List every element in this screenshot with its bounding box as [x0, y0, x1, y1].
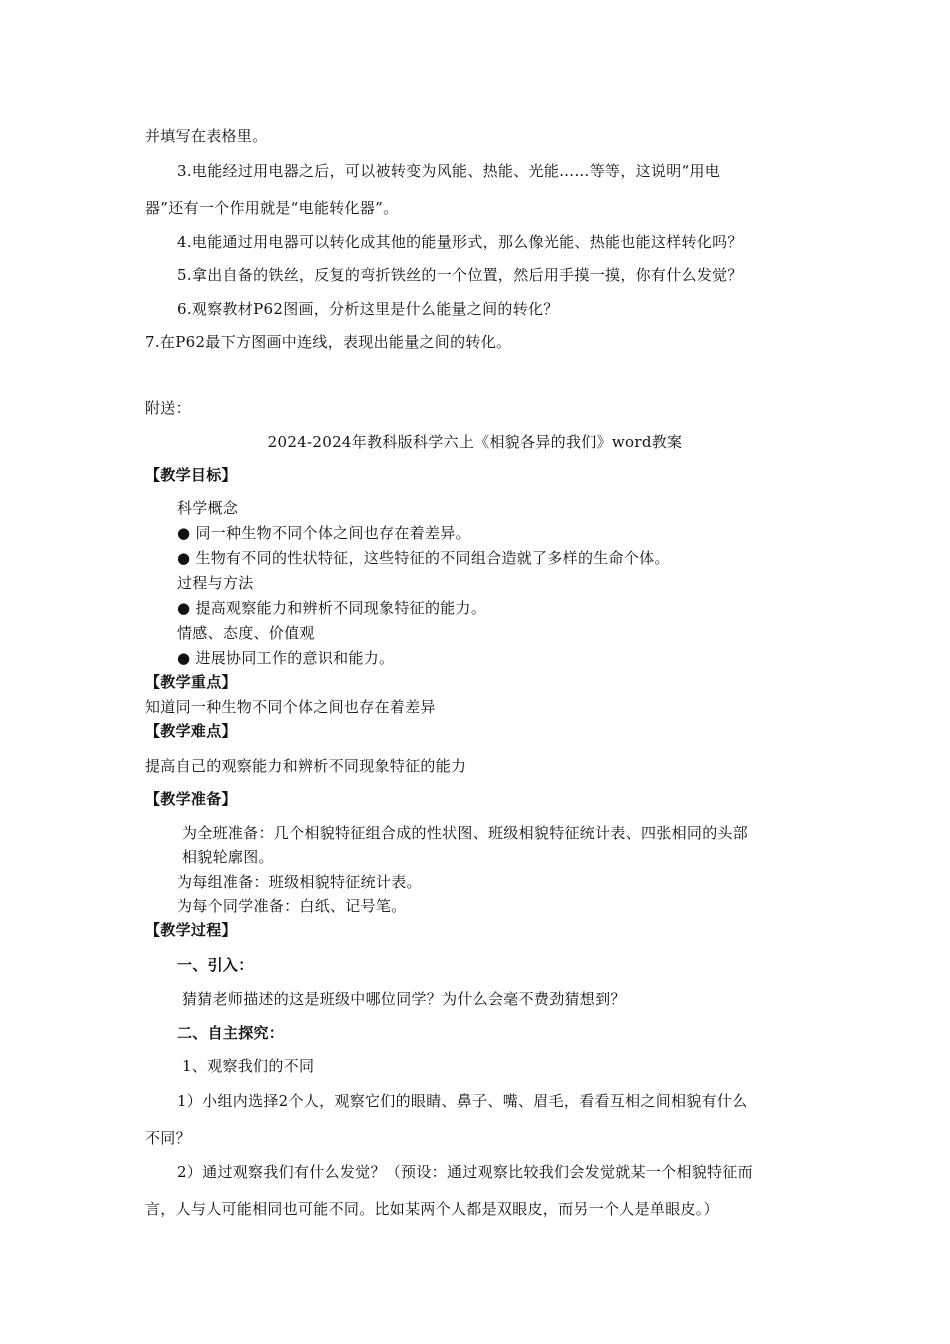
- goals-heading: 【教学目标】: [145, 466, 237, 484]
- item-3-line-1: 3.电能经过用电器之后，可以被转变为风能、热能、光能……等等，这说明“用电: [177, 162, 721, 180]
- process-heading: 【教学过程】: [145, 921, 237, 939]
- concept-bullet-1: ● 同一种生物不同个体之间也存在着差异。: [177, 524, 471, 542]
- prep-line-1: 为全班准备：几个相貌特征组合成的性状图、班级相貌特征统计表、四张相同的头部: [182, 824, 749, 842]
- intro-text: 猜猜老师描述的这是班级中哪位同学？为什么会毫不费劲猜想到？: [182, 990, 626, 1008]
- key-point-heading: 【教学重点】: [145, 673, 237, 691]
- question-1-line-2: 不同？: [145, 1129, 191, 1147]
- item-3-line-2: 器”还有一个作用就是“电能转化器”。: [145, 199, 399, 217]
- process-label: 过程与方法: [177, 574, 254, 592]
- intro-heading: 一、引入：: [177, 956, 254, 974]
- concept-label: 科学概念: [177, 499, 239, 517]
- item-6: 6.观察教材P62图画，分析这里是什么能量之间的转化？: [177, 300, 559, 318]
- prep-heading: 【教学准备】: [145, 790, 237, 808]
- key-point-text: 知道同一种生物不同个体之间也存在着差异: [145, 698, 436, 716]
- attitude-bullet-1: ● 进展协同工作的意识和能力。: [177, 649, 395, 667]
- item-4: 4.电能通过用电器可以转化成其他的能量形式，那么像光能、热能也能这样转化吗？: [177, 233, 743, 251]
- prep-line-2: 相貌轮廓图。: [182, 848, 274, 866]
- difficulty-text: 提高自己的观察能力和辨析不同现象特征的能力: [145, 757, 467, 775]
- appendix-label: 附送：: [145, 399, 191, 417]
- question-2-line-1: 2）通过观察我们有什么发觉？（预设：通过观察比较我们会发觉就某一个相貌特征而: [177, 1163, 753, 1181]
- step-1: 1、观察我们的不同: [182, 1057, 315, 1075]
- question-1-line-1: 1）小组内选择2个人，观察它们的眼睛、鼻子、嘴、眉毛，看看互相之间相貌有什么: [177, 1092, 748, 1110]
- continued-text: 并填写在表格里。: [145, 127, 268, 145]
- explore-heading: 二、自主探究：: [177, 1024, 285, 1042]
- item-5: 5.拿出自备的铁丝，反复的弯折铁丝的一个位置，然后用手摸一摸，你有什么发觉？: [177, 266, 743, 284]
- lesson-title: 2024-2024年教科版科学六上《相貌各异的我们》word教案: [267, 433, 683, 451]
- prep-line-3: 为每组准备：班级相貌特征统计表。: [177, 873, 422, 891]
- concept-bullet-2: ● 生物有不同的性状特征，这些特征的不同组合造就了多样的生命个体。: [177, 549, 670, 567]
- question-2-line-2: 言，人与人可能相同也可能不同。比如某两个人都是双眼皮，而另一个人是单眼皮。）: [145, 1200, 719, 1218]
- difficulty-heading: 【教学难点】: [145, 722, 237, 740]
- item-7: 7.在P62最下方图画中连线，表现出能量之间的转化。: [145, 333, 512, 351]
- prep-line-4: 为每个同学准备：白纸、记号笔。: [177, 897, 407, 915]
- process-bullet-1: ● 提高观察能力和辨析不同现象特征的能力。: [177, 599, 487, 617]
- attitude-label: 情感、态度、价值观: [177, 624, 315, 642]
